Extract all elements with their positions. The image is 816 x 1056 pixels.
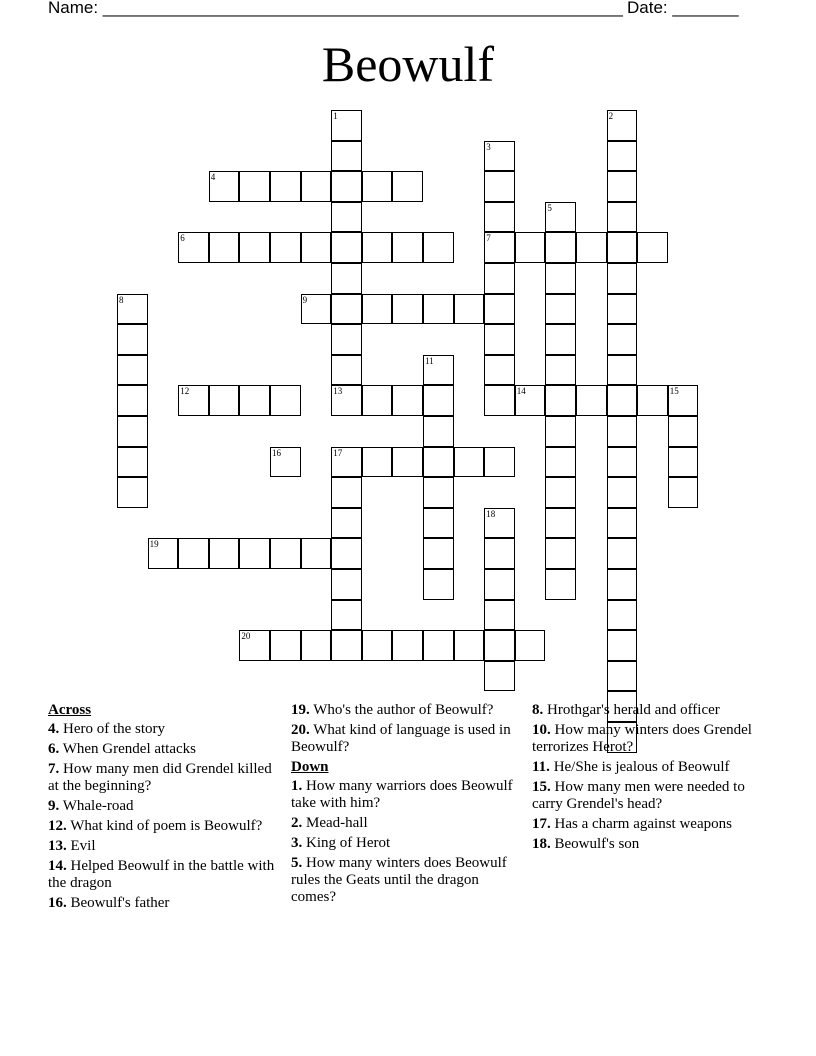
grid-cell[interactable] xyxy=(301,232,332,263)
grid-cell-5[interactable] xyxy=(545,202,576,233)
grid-cell[interactable] xyxy=(484,630,515,661)
grid-cell[interactable] xyxy=(545,385,576,416)
clue-number-label: 16. xyxy=(48,895,67,911)
grid-cell[interactable] xyxy=(239,385,270,416)
grid-cell[interactable] xyxy=(545,569,576,600)
grid-cell[interactable] xyxy=(545,355,576,386)
grid-cell[interactable] xyxy=(576,232,607,263)
grid-cell[interactable] xyxy=(239,232,270,263)
clue-item xyxy=(48,895,284,912)
clue-item xyxy=(532,722,772,756)
grid-cell[interactable] xyxy=(515,232,546,263)
clue-number: 17 xyxy=(333,447,343,458)
grid-cell[interactable] xyxy=(454,447,485,478)
grid-cell-11[interactable] xyxy=(423,355,454,386)
clue-text: How many winters does Grendel terrorizes Herot? xyxy=(532,722,752,755)
clue-item xyxy=(291,815,527,832)
grid-cell[interactable] xyxy=(545,263,576,294)
grid-cell[interactable] xyxy=(209,385,240,416)
grid-cell[interactable] xyxy=(484,202,515,233)
grid-cell[interactable] xyxy=(607,416,638,447)
clue-item xyxy=(532,759,772,776)
grid-cell[interactable] xyxy=(392,171,423,202)
clue-number-label: 7. xyxy=(48,761,60,777)
clue-number-label: 12. xyxy=(48,818,67,834)
clue-number: 5 xyxy=(547,202,552,213)
grid-cell[interactable] xyxy=(423,232,454,263)
grid-cell[interactable] xyxy=(423,630,454,661)
clue-number: 14 xyxy=(516,386,526,397)
grid-cell[interactable] xyxy=(331,294,362,325)
clue-number: 20 xyxy=(241,631,251,642)
grid-cell[interactable] xyxy=(607,171,638,202)
clue-number-label: 8. xyxy=(532,702,544,718)
clue-number: 11 xyxy=(425,355,434,366)
grid-cell[interactable] xyxy=(545,416,576,447)
clue-number: 1 xyxy=(333,111,338,121)
clue-text: What kind of language is used in Beowulf? xyxy=(291,722,511,755)
clue-item xyxy=(48,761,284,795)
grid-cell-19[interactable] xyxy=(148,538,179,569)
grid-cell[interactable] xyxy=(117,416,148,447)
grid-cell[interactable] xyxy=(484,661,515,692)
grid-cell[interactable] xyxy=(239,538,270,569)
grid-cell[interactable] xyxy=(117,477,148,508)
clue-item xyxy=(48,818,284,835)
clue-item xyxy=(48,858,284,892)
clue-number-label: 10. xyxy=(532,722,551,738)
grid-cell[interactable] xyxy=(270,171,301,202)
clue-text: When Grendel attacks xyxy=(62,741,197,757)
clue-text: Who's the author of Beowulf? xyxy=(313,702,494,718)
grid-cell-16[interactable] xyxy=(270,447,301,478)
clue-item xyxy=(532,836,772,853)
grid-cell[interactable] xyxy=(270,385,301,416)
grid-cell[interactable] xyxy=(484,600,515,631)
grid-cell[interactable] xyxy=(239,171,270,202)
grid-cell[interactable] xyxy=(515,630,546,661)
grid-cell[interactable] xyxy=(545,447,576,478)
grid-cell[interactable] xyxy=(607,600,638,631)
clue-number: 16 xyxy=(272,447,281,458)
grid-cell[interactable] xyxy=(301,171,332,202)
clue-text: How many warriors does Beowulf take with him? xyxy=(291,778,513,811)
clue-number-label: 11. xyxy=(532,759,550,775)
clue-text: Evil xyxy=(70,838,96,854)
grid-cell[interactable] xyxy=(392,385,423,416)
grid-cell[interactable] xyxy=(178,538,209,569)
grid-cell[interactable] xyxy=(392,232,423,263)
grid-cell[interactable] xyxy=(392,630,423,661)
grid-cell-4[interactable] xyxy=(209,171,240,202)
grid-cell[interactable] xyxy=(668,477,699,508)
grid-cell[interactable] xyxy=(331,202,362,233)
grid-cell[interactable] xyxy=(484,385,515,416)
grid-cell[interactable] xyxy=(545,232,576,263)
grid-cell[interactable] xyxy=(545,477,576,508)
grid-cell[interactable] xyxy=(117,324,148,355)
grid-cell[interactable] xyxy=(331,569,362,600)
grid-cell[interactable] xyxy=(545,508,576,539)
clue-item xyxy=(291,778,527,812)
clue-number-label: 19. xyxy=(291,702,310,718)
clue-item xyxy=(532,816,772,833)
grid-cell[interactable] xyxy=(270,232,301,263)
clue-text: Beowulf's son xyxy=(554,836,640,852)
grid-cell[interactable] xyxy=(117,355,148,386)
grid-cell[interactable] xyxy=(607,477,638,508)
grid-cell-9[interactable] xyxy=(301,294,332,325)
grid-cell-20[interactable] xyxy=(239,630,270,661)
clue-number: 19 xyxy=(149,539,159,550)
grid-cell-14[interactable] xyxy=(515,385,546,416)
grid-cell-12[interactable] xyxy=(178,385,209,416)
grid-cell[interactable] xyxy=(331,232,362,263)
grid-cell[interactable] xyxy=(607,141,638,172)
grid-cell[interactable] xyxy=(484,171,515,202)
name-field-label: Name: _______________________________________________________ xyxy=(48,0,623,17)
grid-cell[interactable] xyxy=(362,630,393,661)
grid-cell[interactable] xyxy=(331,508,362,539)
clue-item xyxy=(532,702,772,719)
grid-cell[interactable] xyxy=(607,661,638,692)
grid-cell[interactable] xyxy=(423,538,454,569)
clue-number-label: 13. xyxy=(48,838,67,854)
grid-cell[interactable] xyxy=(637,232,668,263)
clue-item xyxy=(48,838,284,855)
grid-cell-2[interactable] xyxy=(607,110,638,141)
grid-cell[interactable] xyxy=(423,569,454,600)
grid-cell[interactable] xyxy=(423,416,454,447)
clue-number-label: 4. xyxy=(48,721,60,737)
clue-number: 15 xyxy=(669,386,679,397)
clue-number-label: 9. xyxy=(48,798,60,814)
grid-cell[interactable] xyxy=(607,324,638,355)
clue-number: 13 xyxy=(333,386,343,397)
grid-cell[interactable] xyxy=(576,385,607,416)
clue-number-label: 3. xyxy=(291,835,303,851)
grid-cell[interactable] xyxy=(484,294,515,325)
across-heading: Across xyxy=(48,702,92,718)
grid-cell[interactable] xyxy=(484,263,515,294)
grid-cell-18[interactable] xyxy=(484,508,515,539)
grid-cell-8[interactable] xyxy=(117,294,148,325)
grid-cell[interactable] xyxy=(423,294,454,325)
clue-text: Whale-road xyxy=(62,798,134,814)
grid-cell[interactable] xyxy=(270,538,301,569)
grid-cell[interactable] xyxy=(484,538,515,569)
clue-number-label: 18. xyxy=(532,836,551,852)
clue-text: How many men were needed to carry Grendel's head? xyxy=(532,779,745,812)
clue-number: 4 xyxy=(210,172,216,183)
clue-text: How many winters does Beowulf rules the Geats until the dragon comes? xyxy=(291,855,507,905)
clue-item xyxy=(291,702,527,719)
clue-text: Mead-hall xyxy=(306,815,368,831)
grid-cell[interactable] xyxy=(423,508,454,539)
clue-item xyxy=(291,722,527,756)
grid-cell[interactable] xyxy=(270,630,301,661)
grid-cell[interactable] xyxy=(607,385,638,416)
grid-cell[interactable] xyxy=(607,232,638,263)
grid-cell[interactable] xyxy=(484,447,515,478)
grid-cell[interactable] xyxy=(607,630,638,661)
grid-cell-6[interactable] xyxy=(178,232,209,263)
clue-number-label: 2. xyxy=(291,815,303,831)
date-field-label: Date: _______ xyxy=(627,0,739,17)
clue-number: 12 xyxy=(180,386,190,397)
grid-cell[interactable] xyxy=(362,232,393,263)
grid-cell[interactable] xyxy=(484,355,515,386)
grid-cell[interactable] xyxy=(607,508,638,539)
clue-item xyxy=(48,721,284,738)
clue-number-label: 17. xyxy=(532,816,551,832)
clue-number: 6 xyxy=(180,233,185,244)
clue-number-label: 14. xyxy=(48,858,67,874)
grid-cell[interactable] xyxy=(607,447,638,478)
clue-number-label: 20. xyxy=(291,722,310,738)
grid-cell[interactable] xyxy=(209,538,240,569)
clue-number: 2 xyxy=(608,111,614,121)
grid-cell[interactable] xyxy=(331,538,362,569)
grid-cell[interactable] xyxy=(331,171,362,202)
clue-text: How many men did Grendel killed at the beginning? xyxy=(48,761,272,794)
grid-cell[interactable] xyxy=(545,538,576,569)
grid-cell[interactable] xyxy=(607,355,638,386)
grid-cell[interactable] xyxy=(331,630,362,661)
grid-cell-13[interactable] xyxy=(331,385,362,416)
grid-cell[interactable] xyxy=(484,569,515,600)
grid-cell[interactable] xyxy=(423,385,454,416)
grid-cell-3[interactable] xyxy=(484,141,515,172)
grid-cell[interactable] xyxy=(637,385,668,416)
grid-cell[interactable] xyxy=(362,294,393,325)
grid-cell-15[interactable] xyxy=(668,385,699,416)
grid-cell[interactable] xyxy=(423,447,454,478)
clue-text: Has a charm against weapons xyxy=(554,816,732,832)
grid-cell[interactable] xyxy=(331,263,362,294)
clue-number-label: 5. xyxy=(291,855,303,871)
grid-cell[interactable] xyxy=(362,447,393,478)
grid-cell[interactable] xyxy=(545,294,576,325)
clue-text: Beowulf's father xyxy=(70,895,170,911)
grid-cell[interactable] xyxy=(117,385,148,416)
clue-text: What kind of poem is Beowulf? xyxy=(70,818,263,834)
grid-cell[interactable] xyxy=(668,447,699,478)
grid-cell[interactable] xyxy=(331,324,362,355)
clue-item xyxy=(291,835,527,852)
grid-cell[interactable] xyxy=(607,202,638,233)
grid-cell[interactable] xyxy=(331,141,362,172)
clue-text: Hrothgar's herald and officer xyxy=(547,702,720,718)
clues-column-3 xyxy=(532,702,772,856)
clue-text: He/She is jealous of Beowulf xyxy=(553,759,730,775)
grid-cell[interactable] xyxy=(454,294,485,325)
clue-item xyxy=(532,779,772,813)
grid-cell[interactable] xyxy=(209,232,240,263)
clues-column-2 xyxy=(291,702,527,909)
clue-number: 8 xyxy=(119,294,124,305)
grid-cell[interactable] xyxy=(607,294,638,325)
grid-cell[interactable] xyxy=(484,324,515,355)
grid-cell-1[interactable] xyxy=(331,110,362,141)
grid-cell[interactable] xyxy=(301,630,332,661)
clue-text: Hero of the story xyxy=(63,721,166,737)
grid-cell[interactable] xyxy=(668,416,699,447)
clue-number: 3 xyxy=(486,141,491,152)
clue-text: Helped Beowulf in the battle with the dragon xyxy=(48,858,275,891)
grid-cell[interactable] xyxy=(392,447,423,478)
grid-cell[interactable] xyxy=(392,294,423,325)
grid-cell[interactable] xyxy=(362,171,393,202)
clue-number-label: 6. xyxy=(48,741,60,757)
grid-cell[interactable] xyxy=(301,538,332,569)
clue-item xyxy=(48,741,284,758)
grid-cell[interactable] xyxy=(423,477,454,508)
grid-cell[interactable] xyxy=(545,324,576,355)
clue-number: 18 xyxy=(486,508,496,519)
down-heading: Down xyxy=(291,759,329,775)
grid-cell[interactable] xyxy=(454,630,485,661)
clue-item xyxy=(48,798,284,815)
grid-cell[interactable] xyxy=(117,447,148,478)
clue-number: 7 xyxy=(486,233,491,244)
clue-item xyxy=(291,855,527,906)
clue-number-label: 15. xyxy=(532,779,551,795)
grid-cell[interactable] xyxy=(607,538,638,569)
grid-cell[interactable] xyxy=(331,477,362,508)
grid-cell[interactable] xyxy=(607,569,638,600)
grid-cell[interactable] xyxy=(331,355,362,386)
clue-number-label: 1. xyxy=(291,778,303,794)
grid-cell-7[interactable] xyxy=(484,232,515,263)
grid-cell-17[interactable] xyxy=(331,447,362,478)
clues-column-1 xyxy=(48,702,284,915)
clue-number: 9 xyxy=(302,294,308,305)
page-title: Beowulf xyxy=(321,36,495,92)
grid-cell[interactable] xyxy=(607,263,638,294)
clue-text: King of Herot xyxy=(306,835,391,851)
grid-cell[interactable] xyxy=(362,385,393,416)
grid-cell[interactable] xyxy=(331,600,362,631)
